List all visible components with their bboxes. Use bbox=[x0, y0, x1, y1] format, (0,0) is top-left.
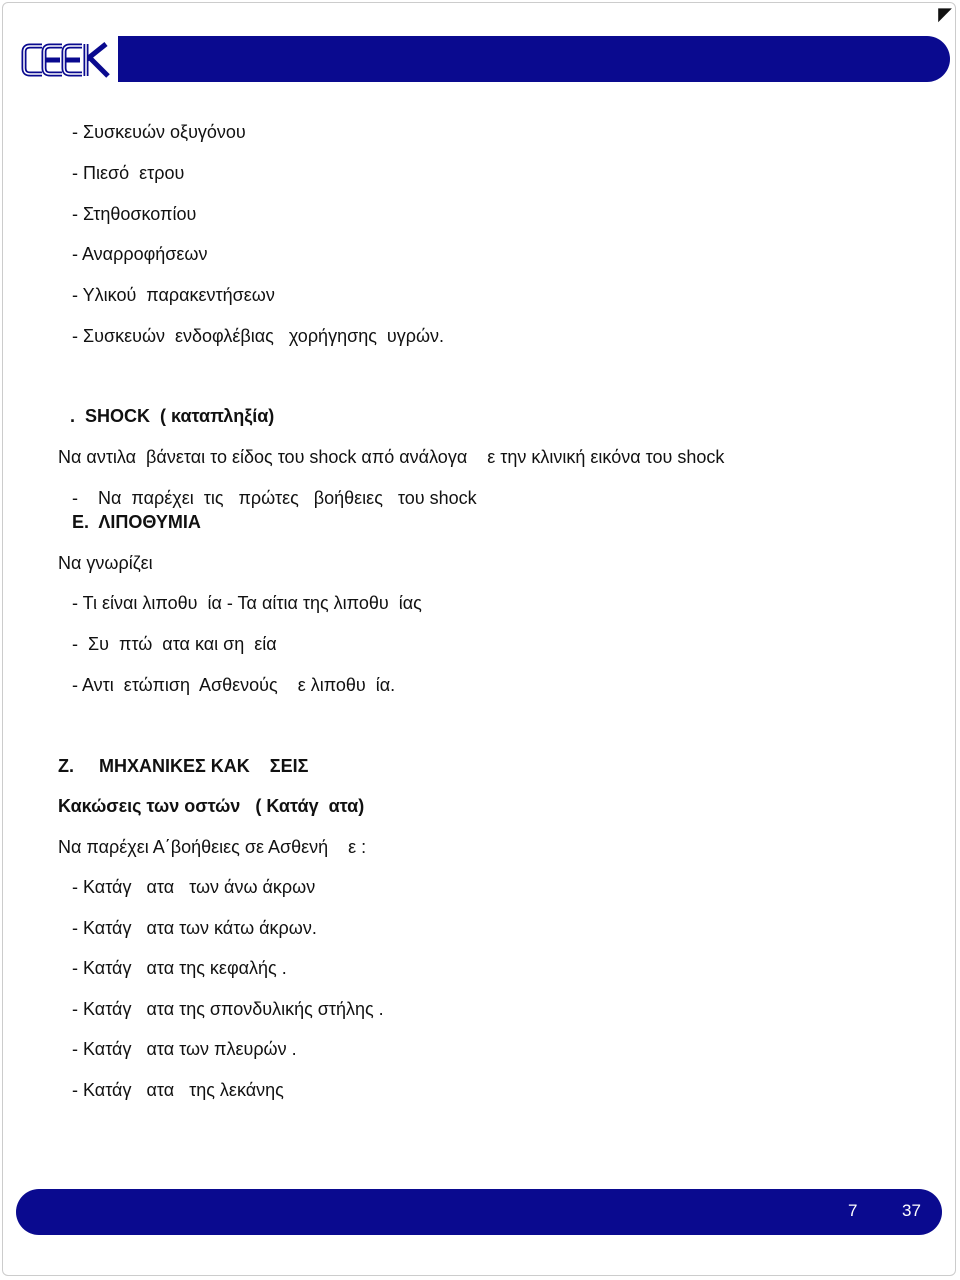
page-number: 7 bbox=[848, 1201, 858, 1220]
list-item: - Κατάγ ατα της κεφαλής . bbox=[72, 958, 287, 978]
corner-mark-icon: ◤ bbox=[938, 4, 952, 25]
paragraph: Να αντιλα βάνεται το είδος του shock από ανάλογα ε την κλινική εικόνα του shock bbox=[58, 447, 725, 467]
paragraph: Να παρέχει Α΄βοήθειες σε Ασθενή ε : bbox=[58, 837, 367, 857]
ceek-logo bbox=[20, 38, 112, 82]
list-item: - Συ πτώ ατα και ση εία bbox=[72, 634, 277, 654]
list-item: - Κατάγ ατα των άνω άκρων bbox=[72, 877, 316, 897]
list-item: - Πιεσό ετρου bbox=[72, 163, 185, 183]
section-heading-injuries: Ζ. ΜΗΧΑΝΙΚΕΣ ΚΑΚ ΣΕΙΣ bbox=[58, 756, 309, 776]
list-item: - Τι είναι λιποθυ ία - Τα αίτια της λιποθυ ίας bbox=[72, 593, 422, 613]
list-item: - Υλικού παρακεντήσεων bbox=[72, 285, 275, 305]
list-item: - Κατάγ ατα των πλευρών . bbox=[72, 1039, 297, 1059]
paragraph: Να γνωρίζει bbox=[58, 553, 153, 573]
list-item: - Κατάγ ατα της σπονδυλικής στήλης . bbox=[72, 999, 384, 1019]
list-item: - Αναρροφήσεων bbox=[72, 244, 208, 264]
list-item: - Στηθοσκοπίου bbox=[72, 204, 197, 224]
subheading: Κακώσεις των οστών ( Κατάγ ατα) bbox=[58, 796, 365, 816]
section-heading-shock: . SHOCK ( καταπληξία) bbox=[70, 406, 275, 426]
list-item: - Να παρέχει τις πρώτες βοήθειες του shock bbox=[72, 488, 477, 508]
list-item: - Κατάγ ατα των κάτω άκρων. bbox=[72, 918, 317, 938]
page-total: 37 bbox=[902, 1201, 921, 1220]
footer-bar bbox=[16, 1189, 942, 1235]
header-bar bbox=[118, 36, 950, 82]
list-item: - Συσκευών ενδοφλέβιας χορήγησης υγρών. bbox=[72, 326, 445, 346]
section-heading-fainting: Ε. ΛΙΠΟΘΥΜΙΑ bbox=[72, 512, 201, 532]
list-item: - Συσκευών οξυγόνου bbox=[72, 122, 246, 142]
list-item: - Αντι ετώπιση Ασθενούς ε λιποθυ ία. bbox=[72, 675, 396, 695]
list-item: - Κατάγ ατα της λεκάνης bbox=[72, 1080, 284, 1100]
